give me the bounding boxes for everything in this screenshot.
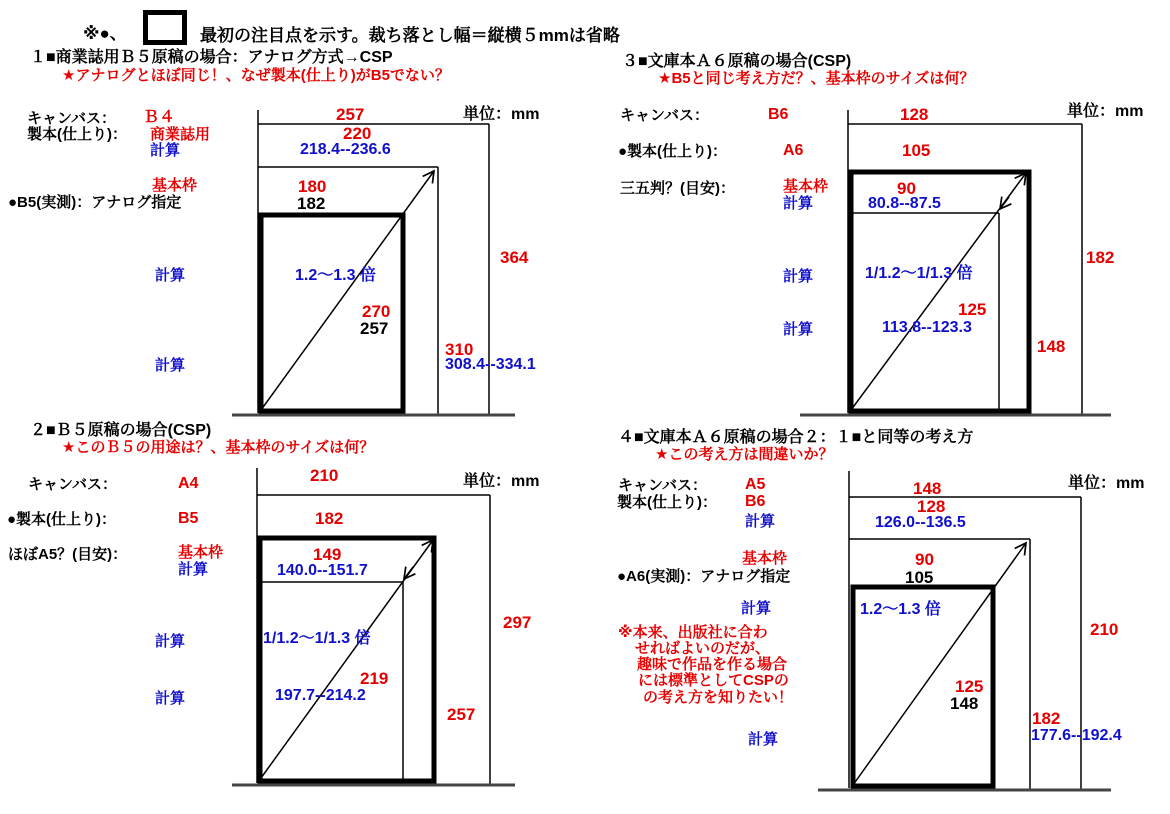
q2-binding-width: 182 [315,509,344,528]
q4-canvas-value: A5 [745,476,766,493]
q2-calc-label-2: 計算 [155,633,186,650]
q4-canvas-label: キャンバス： [618,477,707,494]
q1-question: ★アナログとほぼ同じ！、なぜ製本(仕上り)がB5でない？ [62,67,450,84]
q4-frame-height: 125 [955,677,984,696]
q2-title: ２■Ｂ５原稿の場合(CSP) [30,422,212,439]
q1-actual-height: 257 [360,319,389,338]
q4-binding-width-calc: 126.0--136.5 [875,514,966,531]
q4-binding-height-calc: 177.6--192.4 [1031,727,1122,744]
q4-note-line-2: せればよいのだが、 [635,640,771,657]
q4-actual-label: ●A6(実測)：アナログ指定 [617,568,791,585]
q1-binding-value: 商業誌用 [150,126,211,143]
q2-lines [232,468,515,785]
q2-calc-label-3: 計算 [155,690,186,707]
q4-note-line-5: の考え方を知りたい！ [643,689,794,706]
q4-note-line-1: ※本来、出版社に合わ [618,624,768,641]
q1-binding-height: 310 [445,340,474,359]
q3-binding-value: A6 [783,142,804,159]
q3-unit-label: 単位：mm [1067,103,1144,120]
q2-binding-height: 257 [447,705,476,724]
q2-frame-width: 149 [313,545,342,564]
q3-binding-height: 148 [1037,337,1066,356]
q2-canvas-width: 210 [310,466,339,485]
q4-note-line-3: 趣味で作品を作る場合 [637,656,788,673]
q2-frame-label: 基本枠 [178,544,224,561]
q1-ratio: 1.2～1.3 倍 [295,267,376,284]
q3-title: ３■文庫本Ａ６原稿の場合(CSP) [622,53,852,70]
q1-canvas-width: 257 [336,105,365,124]
q2-binding-label: ●製本(仕上り)： [7,511,117,528]
q2-canvas-label: キャンバス： [28,476,117,493]
q1-binding-width: 220 [343,124,372,143]
q4-canvas-height: 210 [1090,620,1119,639]
q4-frame-label: 基本枠 [742,550,788,567]
q1-calc-label-1: 計算 [150,142,181,159]
q1-binding-label: 製本(仕上り)： [27,126,127,143]
q1-calc-label-3: 計算 [155,357,186,374]
q1-actual-width: 182 [297,194,326,213]
q4-calc-label-2: 計算 [741,600,772,617]
q2-canvas-value: A4 [178,475,199,492]
q2-guide-label: ほぼA5？(目安)： [8,546,128,563]
q4-binding-value: B6 [745,493,766,510]
q1-binding-height-calc: 308.4--334.1 [445,356,536,373]
q3-frame-label: 基本枠 [783,178,829,195]
q3-binding-width: 105 [902,141,931,160]
q1-canvas-height: 364 [500,248,529,267]
q4-question: ★この考え方は間違いか？ [655,446,834,463]
q4-note-line-4: には標準としてCSPの [638,672,789,689]
q2-frame-arrow [404,567,413,579]
q4-binding-label: 製本(仕上り)： [617,494,717,511]
q3-frame-width: 90 [897,179,916,198]
q4-calc-label-1: 計算 [745,513,776,530]
q2-binding-value: B5 [178,510,199,527]
q4-title: ４■文庫本Ａ６原稿の場合２：１■と同等の考え方 [618,429,974,446]
q1-canvas-value: Ｂ４ [143,109,176,126]
q1-diagonal-arrow [261,171,434,410]
q2-canvas-height: 297 [503,613,532,632]
q2-calc-label-1: 計算 [178,561,209,578]
q1-frame-width: 180 [298,177,327,196]
q3-binding-label: ●製本(仕上り)： [618,143,728,160]
q1-frame-height: 270 [362,302,391,321]
q1-unit-label: 単位：mm [463,106,540,123]
q3-frame-arrow [1000,197,1009,209]
q4-binding-height: 182 [1032,709,1061,728]
q2-frame-height-calc: 197.7--214.2 [275,687,366,704]
q3-calc-label-1: 計算 [783,195,814,212]
q4-ratio: 1.2～1.3 倍 [860,601,941,618]
q3-canvas-height: 182 [1086,248,1115,267]
q2-frame-width-calc: 140.0--151.7 [277,562,368,579]
header-note: 最初の注目点を示す。裁ち落とし幅＝縦横５mmは省略 [200,26,620,45]
q3-canvas-label: キャンバス： [620,107,709,124]
q1-title: １■商業誌用Ｂ５原稿の場合：アナログ方式→CSP [30,49,393,66]
q2-question: ★このＢ５の用途は？、基本枠のサイズは何？ [62,439,375,456]
q4-unit-label: 単位：mm [1068,475,1145,492]
q3-frame-height: 125 [958,300,987,319]
header-legend-dot: ※●、 [83,24,127,43]
q4-canvas-width: 148 [913,479,942,498]
q4-binding-width: 128 [917,497,946,516]
q1-canvas-label: キャンバス： [27,110,116,127]
q4-frame-width: 90 [915,550,934,569]
q4-diagonal-arrow [853,543,1026,785]
q1-frame-label: 基本枠 [152,177,198,194]
q1-actual-label: ●B5(実測)：アナログ指定 [8,194,182,211]
q2-unit-label: 単位：mm [463,473,540,490]
q3-canvas-width: 128 [900,105,929,124]
q3-question: ★B5と同じ考え方だ？、基本枠のサイズは何？ [658,70,975,87]
q4-calc-label-3: 計算 [748,731,779,748]
q1-binding-width-calc: 218.4--236.6 [300,141,391,158]
q3-calc-label-3: 計算 [783,321,814,338]
q3-guide-label: 三五判？(目安)： [620,180,735,197]
q2-ratio: 1/1.2～1/1.3 倍 [263,630,371,647]
q1-calc-label-2: 計算 [155,267,186,284]
q3-canvas-value: B6 [768,106,789,123]
q3-calc-label-2: 計算 [783,268,814,285]
q3-frame-width-calc: 80.8--87.5 [868,195,941,212]
q3-ratio: 1/1.2～1/1.3 倍 [865,265,973,282]
q4-actual-width: 105 [905,568,934,587]
q3-frame-height-calc: 113.8--123.3 [882,319,972,336]
q3-lines [800,110,1111,415]
rect-icon [143,10,187,45]
q4-actual-height: 148 [950,694,979,713]
q2-frame-height: 219 [360,669,389,688]
